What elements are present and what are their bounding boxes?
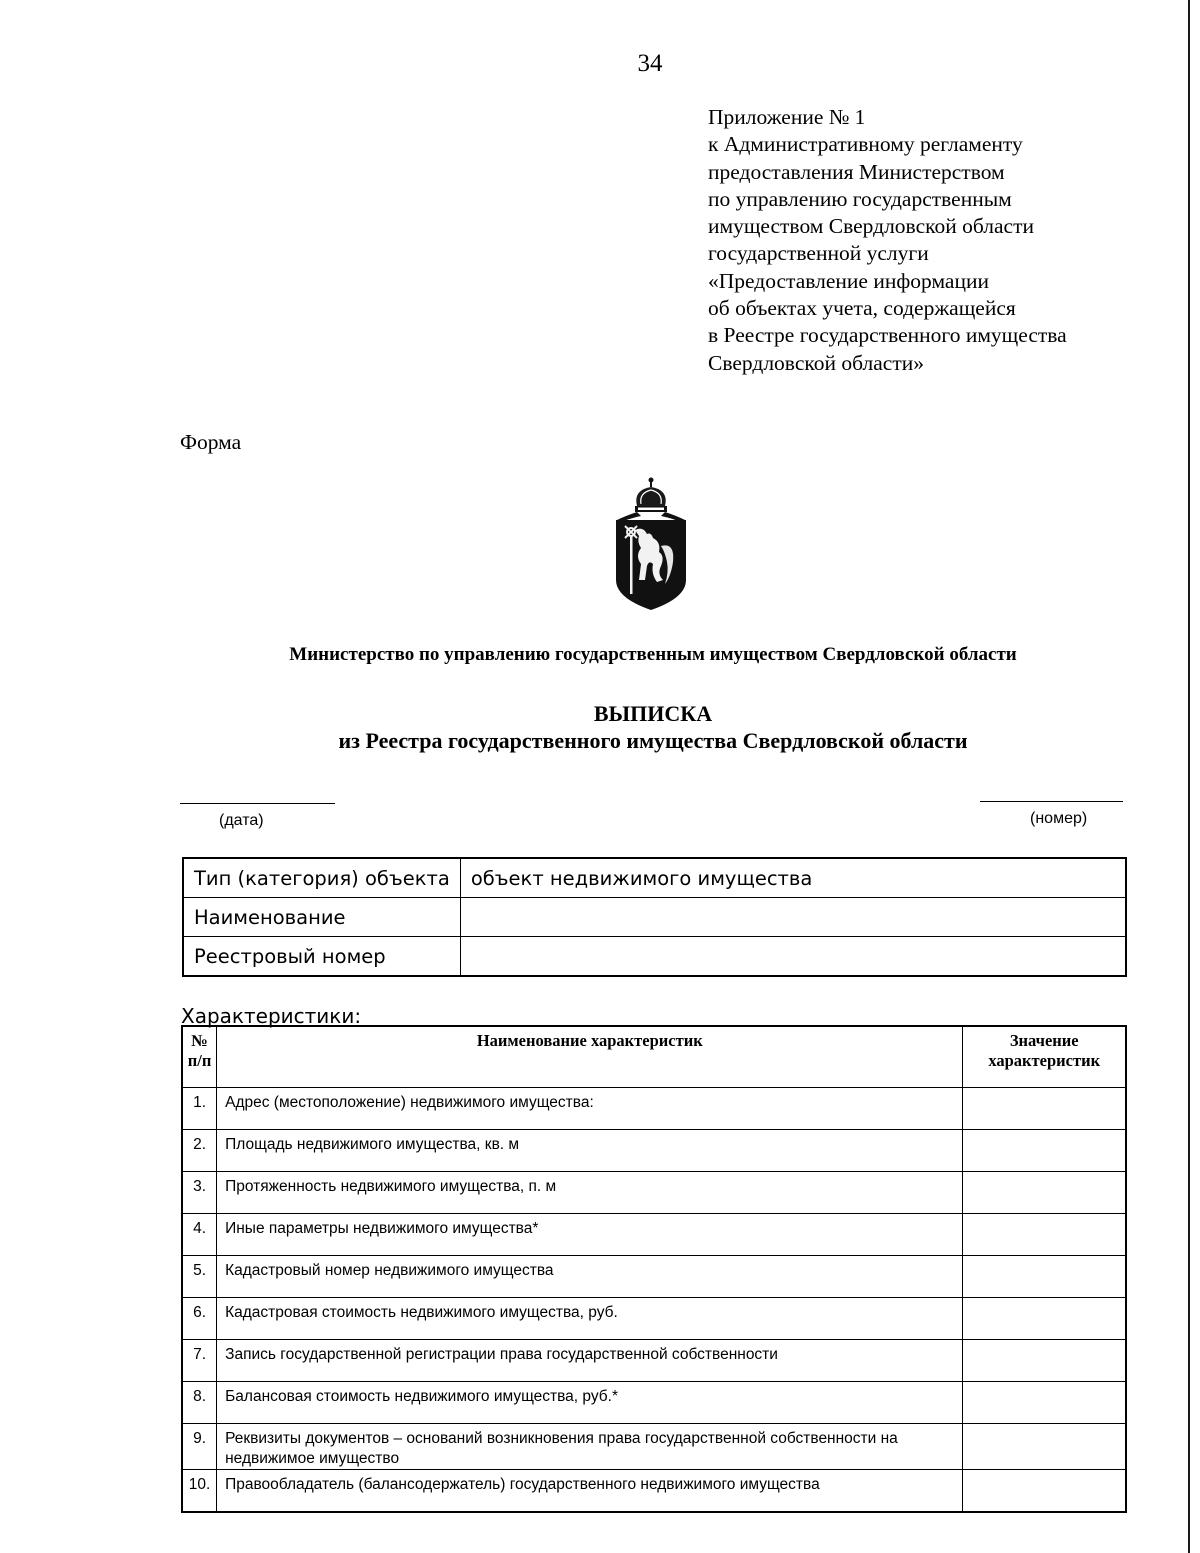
row-value	[963, 1256, 1126, 1298]
table-row	[182, 1470, 1126, 1513]
row-number: 1.	[182, 1088, 217, 1130]
row-value	[963, 1424, 1126, 1470]
row-value	[963, 1340, 1126, 1382]
ministry-title: Министерство по управлению государственным имуществом Свердловской области	[289, 644, 1017, 665]
appendix-line: государственной услуги	[708, 241, 929, 266]
appendix-line: имуществом Свердловской области	[708, 214, 1034, 239]
object-type-value: объект недвижимого имущества	[460, 858, 1126, 898]
table-row	[182, 1340, 1126, 1382]
row-number: 3.	[182, 1172, 217, 1214]
row-name: Протяженность недвижимого имущества, п. м	[217, 1172, 963, 1214]
row-name: Балансовая стоимость недвижимого имущества, руб.*	[217, 1382, 963, 1424]
page-number: 34	[637, 50, 663, 77]
row-name: Правообладатель (балансодержатель) государственного недвижимого имущества	[217, 1470, 963, 1513]
row-name: Кадастровый номер недвижимого имущества	[217, 1256, 963, 1298]
coat-of-arms-icon	[611, 476, 691, 614]
date-caption: (дата)	[219, 812, 264, 829]
header-num-line: п/п	[187, 1051, 212, 1070]
row-number: 4.	[182, 1214, 217, 1256]
characteristics-caption: Характеристики:	[181, 1004, 362, 1028]
appendix-line: предоставления Министерством	[708, 159, 1005, 184]
number-underline	[980, 801, 1123, 802]
row-name: Запись государственной регистрации права государственной собственности	[217, 1340, 963, 1382]
header-num-line: №	[191, 1031, 208, 1050]
object-name-label: Наименование	[183, 898, 460, 937]
table-row	[182, 1298, 1126, 1340]
table-row	[182, 1130, 1126, 1172]
row-value	[963, 1214, 1126, 1256]
table-row	[183, 898, 1126, 937]
row-number: 5.	[182, 1256, 217, 1298]
row-name: Адрес (местоположение) недвижимого имущества:	[217, 1088, 963, 1130]
row-value	[963, 1470, 1126, 1513]
object-type-label: Тип (категория) объекта	[183, 858, 460, 898]
appendix-header	[708, 104, 1148, 377]
row-name: Кадастровая стоимость недвижимого имущества, руб.	[217, 1298, 963, 1340]
header-value-line: Значение	[1009, 1031, 1079, 1050]
appendix-line: об объектах учета, содержащейся	[708, 296, 1016, 321]
row-value	[963, 1298, 1126, 1340]
table-row	[182, 1256, 1126, 1298]
row-value	[963, 1172, 1126, 1214]
appendix-line: «Предоставление информации	[708, 268, 989, 293]
table-row	[182, 1172, 1126, 1214]
appendix-line: по управлению государственным	[708, 186, 1012, 211]
appendix-line: в Реестре государственного имущества	[708, 323, 1067, 348]
row-number: 10.	[182, 1470, 217, 1513]
header-value	[963, 1026, 1126, 1088]
object-info-table	[182, 857, 1127, 977]
row-value	[963, 1088, 1126, 1130]
table-row	[183, 858, 1126, 898]
row-value	[963, 1382, 1126, 1424]
row-name: Площадь недвижимого имущества, кв. м	[217, 1130, 963, 1172]
row-name: Реквизиты документов – оснований возникновения права государственной собственности на недвижимое имущество	[217, 1424, 963, 1470]
row-number: 7.	[182, 1340, 217, 1382]
appendix-line: Приложение № 1	[708, 105, 866, 129]
form-label: Форма	[180, 430, 242, 454]
table-row	[182, 1382, 1126, 1424]
header-value-line: характеристик	[988, 1051, 1101, 1070]
characteristics-table	[181, 1025, 1127, 1513]
table-header-row	[182, 1026, 1126, 1088]
row-value	[963, 1130, 1126, 1172]
table-row	[182, 1088, 1126, 1130]
header-name: Наименование характеристик	[217, 1026, 963, 1088]
table-row	[182, 1424, 1126, 1470]
number-caption: (номер)	[1030, 810, 1088, 827]
scan-edge	[1188, 0, 1190, 1553]
appendix-line: к Административному регламенту	[708, 132, 1023, 157]
registry-number-label: Реестровый номер	[183, 937, 460, 977]
document-subtitle: из Реестра государственного имущества Свердловской области	[338, 728, 968, 753]
date-underline	[180, 803, 335, 804]
row-number: 2.	[182, 1130, 217, 1172]
row-number: 9.	[182, 1424, 217, 1470]
row-number: 6.	[182, 1298, 217, 1340]
table-row	[183, 937, 1126, 977]
header-num	[182, 1026, 217, 1088]
row-name: Иные параметры недвижимого имущества*	[217, 1214, 963, 1256]
document-title-block	[0, 700, 1200, 754]
row-number: 8.	[182, 1382, 217, 1424]
appendix-line: Свердловской области»	[708, 350, 924, 375]
document-title: ВЫПИСКА	[593, 701, 713, 726]
registry-number-value	[460, 937, 1126, 977]
object-name-value	[460, 898, 1126, 937]
table-row	[182, 1214, 1126, 1256]
